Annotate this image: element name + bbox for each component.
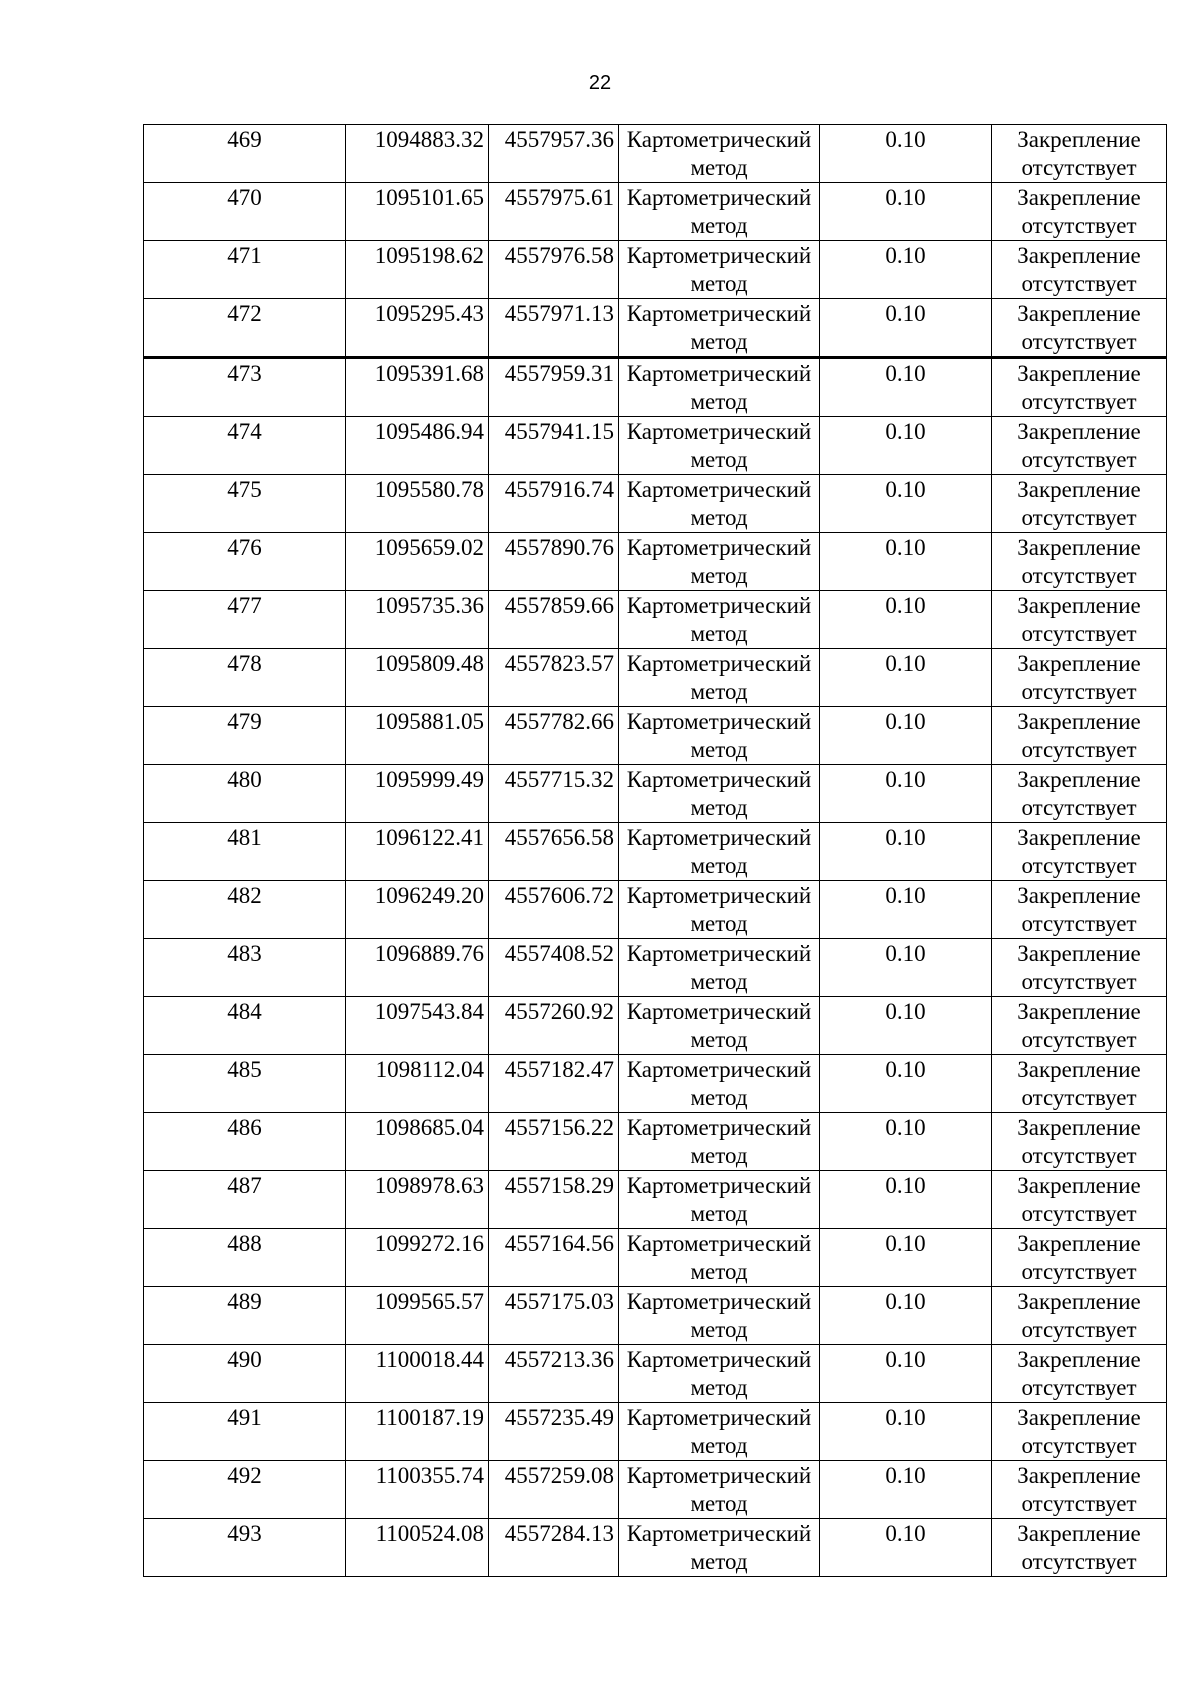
y-coordinate-cell: 4557959.31 bbox=[489, 358, 619, 417]
accuracy-cell: 0.10 bbox=[820, 649, 992, 707]
x-coordinate-cell: 1095101.65 bbox=[346, 183, 489, 241]
method-cell-line: метод bbox=[690, 1375, 748, 1400]
table-row bbox=[144, 997, 1167, 1055]
method-cell bbox=[619, 881, 820, 939]
point-number-cell: 481 bbox=[144, 823, 346, 881]
x-coordinate-cell: 1095809.48 bbox=[346, 649, 489, 707]
method-cell bbox=[619, 1519, 820, 1577]
fixing-cell-line: Закрепление bbox=[1017, 185, 1141, 210]
accuracy-cell: 0.10 bbox=[820, 183, 992, 241]
fixing-cell bbox=[992, 358, 1167, 417]
fixing-cell-line: отсутствует bbox=[1021, 213, 1137, 238]
fixing-cell-line: Закрепление bbox=[1017, 419, 1141, 444]
method-cell bbox=[619, 823, 820, 881]
method-cell-line: Картометрический bbox=[626, 301, 812, 326]
fixing-cell-line: Закрепление bbox=[1017, 1231, 1141, 1256]
method-cell bbox=[619, 417, 820, 475]
fixing-cell bbox=[992, 241, 1167, 299]
method-cell-line: метод bbox=[690, 1085, 748, 1110]
y-coordinate-cell: 4557260.92 bbox=[489, 997, 619, 1055]
method-cell-line: Картометрический bbox=[626, 1347, 812, 1372]
accuracy-cell: 0.10 bbox=[820, 591, 992, 649]
method-cell-line: Картометрический bbox=[626, 941, 812, 966]
table-row bbox=[144, 183, 1167, 241]
y-coordinate-cell: 4557782.66 bbox=[489, 707, 619, 765]
method-cell-line: метод bbox=[690, 679, 748, 704]
x-coordinate-cell: 1095295.43 bbox=[346, 299, 489, 358]
fixing-cell-line: Закрепление bbox=[1017, 709, 1141, 734]
y-coordinate-cell: 4557156.22 bbox=[489, 1113, 619, 1171]
y-coordinate-cell: 4557656.58 bbox=[489, 823, 619, 881]
fixing-cell-line: отсутствует bbox=[1021, 563, 1137, 588]
fixing-cell-line: отсутствует bbox=[1021, 1491, 1137, 1516]
fixing-cell bbox=[992, 765, 1167, 823]
point-number-cell: 485 bbox=[144, 1055, 346, 1113]
method-cell-line: метод bbox=[690, 969, 748, 994]
table-row bbox=[144, 299, 1167, 358]
table-row bbox=[144, 1287, 1167, 1345]
table-row bbox=[144, 649, 1167, 707]
fixing-cell-line: отсутствует bbox=[1021, 155, 1137, 180]
fixing-cell-line: отсутствует bbox=[1021, 1027, 1137, 1052]
fixing-cell bbox=[992, 475, 1167, 533]
table-row bbox=[144, 533, 1167, 591]
point-number-cell: 479 bbox=[144, 707, 346, 765]
y-coordinate-cell: 4557164.56 bbox=[489, 1229, 619, 1287]
fixing-cell-line: отсутствует bbox=[1021, 505, 1137, 530]
fixing-cell-line: отсутствует bbox=[1021, 1433, 1137, 1458]
fixing-cell bbox=[992, 881, 1167, 939]
fixing-cell-line: Закрепление bbox=[1017, 243, 1141, 268]
accuracy-cell: 0.10 bbox=[820, 707, 992, 765]
fixing-cell bbox=[992, 591, 1167, 649]
table-row bbox=[144, 1171, 1167, 1229]
accuracy-cell: 0.10 bbox=[820, 475, 992, 533]
point-number-cell: 480 bbox=[144, 765, 346, 823]
point-number-cell: 484 bbox=[144, 997, 346, 1055]
point-number-cell: 488 bbox=[144, 1229, 346, 1287]
accuracy-cell: 0.10 bbox=[820, 881, 992, 939]
method-cell-line: метод bbox=[690, 1201, 748, 1226]
y-coordinate-cell: 4557916.74 bbox=[489, 475, 619, 533]
accuracy-cell: 0.10 bbox=[820, 1345, 992, 1403]
point-number-cell: 490 bbox=[144, 1345, 346, 1403]
fixing-cell-line: Закрепление bbox=[1017, 1347, 1141, 1372]
x-coordinate-cell: 1097543.84 bbox=[346, 997, 489, 1055]
table-row bbox=[144, 823, 1167, 881]
point-number-cell: 483 bbox=[144, 939, 346, 997]
x-coordinate-cell: 1096249.20 bbox=[346, 881, 489, 939]
x-coordinate-cell: 1096122.41 bbox=[346, 823, 489, 881]
fixing-cell-line: отсутствует bbox=[1021, 795, 1137, 820]
point-number-cell: 482 bbox=[144, 881, 346, 939]
method-cell-line: Картометрический bbox=[626, 1405, 812, 1430]
fixing-cell-line: отсутствует bbox=[1021, 911, 1137, 936]
method-cell-line: Картометрический bbox=[626, 651, 812, 676]
method-cell bbox=[619, 241, 820, 299]
method-cell-line: Картометрический bbox=[626, 1521, 812, 1546]
page-number: 22 bbox=[588, 72, 612, 94]
y-coordinate-cell: 4557890.76 bbox=[489, 533, 619, 591]
fixing-cell bbox=[992, 125, 1167, 183]
table-row bbox=[144, 358, 1167, 417]
method-cell-line: Картометрический bbox=[626, 999, 812, 1024]
point-number-cell: 489 bbox=[144, 1287, 346, 1345]
method-cell bbox=[619, 125, 820, 183]
fixing-cell bbox=[992, 1287, 1167, 1345]
method-cell bbox=[619, 1171, 820, 1229]
method-cell-line: Картометрический bbox=[626, 185, 812, 210]
point-number-cell: 478 bbox=[144, 649, 346, 707]
x-coordinate-cell: 1099272.16 bbox=[346, 1229, 489, 1287]
fixing-cell-line: Закрепление bbox=[1017, 883, 1141, 908]
fixing-cell-line: Закрепление bbox=[1017, 301, 1141, 326]
table-row bbox=[144, 881, 1167, 939]
fixing-cell-line: Закрепление bbox=[1017, 941, 1141, 966]
method-cell bbox=[619, 591, 820, 649]
method-cell-line: метод bbox=[690, 1259, 748, 1284]
method-cell bbox=[619, 707, 820, 765]
method-cell bbox=[619, 1345, 820, 1403]
accuracy-cell: 0.10 bbox=[820, 125, 992, 183]
fixing-cell-line: отсутствует bbox=[1021, 1085, 1137, 1110]
method-cell-line: метод bbox=[690, 1143, 748, 1168]
table-row bbox=[144, 1229, 1167, 1287]
method-cell bbox=[619, 1229, 820, 1287]
method-cell-line: метод bbox=[690, 563, 748, 588]
accuracy-cell: 0.10 bbox=[820, 1113, 992, 1171]
x-coordinate-cell: 1099565.57 bbox=[346, 1287, 489, 1345]
method-cell-line: метод bbox=[690, 1317, 748, 1342]
fixing-cell-line: Закрепление bbox=[1017, 1289, 1141, 1314]
table-row bbox=[144, 125, 1167, 183]
y-coordinate-cell: 4557259.08 bbox=[489, 1461, 619, 1519]
y-coordinate-cell: 4557976.58 bbox=[489, 241, 619, 299]
fixing-cell-line: Закрепление bbox=[1017, 477, 1141, 502]
method-cell bbox=[619, 358, 820, 417]
method-cell-line: Картометрический bbox=[626, 477, 812, 502]
method-cell-line: метод bbox=[690, 795, 748, 820]
x-coordinate-cell: 1095486.94 bbox=[346, 417, 489, 475]
fixing-cell-line: отсутствует bbox=[1021, 621, 1137, 646]
y-coordinate-cell: 4557213.36 bbox=[489, 1345, 619, 1403]
method-cell-line: Картометрический bbox=[626, 593, 812, 618]
point-number-cell: 470 bbox=[144, 183, 346, 241]
fixing-cell bbox=[992, 939, 1167, 997]
accuracy-cell: 0.10 bbox=[820, 358, 992, 417]
table-row bbox=[144, 1519, 1167, 1577]
y-coordinate-cell: 4557823.57 bbox=[489, 649, 619, 707]
table-row bbox=[144, 1055, 1167, 1113]
method-cell bbox=[619, 475, 820, 533]
table-row bbox=[144, 417, 1167, 475]
method-cell-line: Картометрический bbox=[626, 1231, 812, 1256]
method-cell-line: метод bbox=[690, 389, 748, 414]
method-cell-line: Картометрический bbox=[626, 1115, 812, 1140]
fixing-cell bbox=[992, 417, 1167, 475]
x-coordinate-cell: 1095391.68 bbox=[346, 358, 489, 417]
fixing-cell-line: отсутствует bbox=[1021, 1143, 1137, 1168]
fixing-cell-line: отсутствует bbox=[1021, 1201, 1137, 1226]
method-cell bbox=[619, 1403, 820, 1461]
method-cell-line: Картометрический bbox=[626, 535, 812, 560]
accuracy-cell: 0.10 bbox=[820, 939, 992, 997]
fixing-cell bbox=[992, 997, 1167, 1055]
method-cell bbox=[619, 1055, 820, 1113]
method-cell bbox=[619, 183, 820, 241]
fixing-cell bbox=[992, 1345, 1167, 1403]
y-coordinate-cell: 4557284.13 bbox=[489, 1519, 619, 1577]
accuracy-cell: 0.10 bbox=[820, 1171, 992, 1229]
x-coordinate-cell: 1100355.74 bbox=[346, 1461, 489, 1519]
fixing-cell-line: отсутствует bbox=[1021, 329, 1137, 354]
x-coordinate-cell: 1095999.49 bbox=[346, 765, 489, 823]
fixing-cell-line: отсутствует bbox=[1021, 447, 1137, 472]
accuracy-cell: 0.10 bbox=[820, 1287, 992, 1345]
fixing-cell-line: отсутствует bbox=[1021, 1317, 1137, 1342]
fixing-cell-line: Закрепление bbox=[1017, 1463, 1141, 1488]
table-row bbox=[144, 241, 1167, 299]
point-number-cell: 471 bbox=[144, 241, 346, 299]
fixing-cell bbox=[992, 183, 1167, 241]
x-coordinate-cell: 1095580.78 bbox=[346, 475, 489, 533]
accuracy-cell: 0.10 bbox=[820, 1229, 992, 1287]
coordinates-table-body bbox=[144, 125, 1167, 1577]
y-coordinate-cell: 4557182.47 bbox=[489, 1055, 619, 1113]
point-number-cell: 491 bbox=[144, 1403, 346, 1461]
table-row bbox=[144, 591, 1167, 649]
method-cell-line: метод bbox=[690, 621, 748, 646]
point-number-cell: 492 bbox=[144, 1461, 346, 1519]
method-cell-line: метод bbox=[690, 737, 748, 762]
method-cell bbox=[619, 1287, 820, 1345]
fixing-cell-line: отсутствует bbox=[1021, 1259, 1137, 1284]
fixing-cell-line: Закрепление bbox=[1017, 1405, 1141, 1430]
accuracy-cell: 0.10 bbox=[820, 241, 992, 299]
method-cell-line: Картометрический bbox=[626, 1057, 812, 1082]
point-number-cell: 476 bbox=[144, 533, 346, 591]
point-number-cell: 487 bbox=[144, 1171, 346, 1229]
x-coordinate-cell: 1098112.04 bbox=[346, 1055, 489, 1113]
accuracy-cell: 0.10 bbox=[820, 765, 992, 823]
y-coordinate-cell: 4557606.72 bbox=[489, 881, 619, 939]
method-cell-line: Картометрический bbox=[626, 883, 812, 908]
x-coordinate-cell: 1095881.05 bbox=[346, 707, 489, 765]
method-cell-line: метод bbox=[690, 155, 748, 180]
method-cell-line: Картометрический bbox=[626, 243, 812, 268]
method-cell-line: метод bbox=[690, 447, 748, 472]
point-number-cell: 469 bbox=[144, 125, 346, 183]
fixing-cell-line: Закрепление bbox=[1017, 651, 1141, 676]
table-row bbox=[144, 1403, 1167, 1461]
method-cell-line: Картометрический bbox=[626, 709, 812, 734]
fixing-cell-line: отсутствует bbox=[1021, 1549, 1137, 1574]
y-coordinate-cell: 4557408.52 bbox=[489, 939, 619, 997]
method-cell-line: Картометрический bbox=[626, 825, 812, 850]
method-cell-line: метод bbox=[690, 1491, 748, 1516]
y-coordinate-cell: 4557971.13 bbox=[489, 299, 619, 358]
method-cell-line: Картометрический bbox=[626, 1289, 812, 1314]
fixing-cell bbox=[992, 299, 1167, 358]
fixing-cell-line: Закрепление bbox=[1017, 1521, 1141, 1546]
method-cell-line: Картометрический bbox=[626, 1173, 812, 1198]
fixing-cell bbox=[992, 533, 1167, 591]
table-row bbox=[144, 765, 1167, 823]
method-cell-line: метод bbox=[690, 329, 748, 354]
table-row bbox=[144, 1345, 1167, 1403]
method-cell bbox=[619, 649, 820, 707]
fixing-cell-line: Закрепление bbox=[1017, 825, 1141, 850]
method-cell-line: метод bbox=[690, 271, 748, 296]
fixing-cell-line: Закрепление bbox=[1017, 1057, 1141, 1082]
x-coordinate-cell: 1098978.63 bbox=[346, 1171, 489, 1229]
point-number-cell: 474 bbox=[144, 417, 346, 475]
fixing-cell-line: отсутствует bbox=[1021, 679, 1137, 704]
method-cell bbox=[619, 299, 820, 358]
accuracy-cell: 0.10 bbox=[820, 417, 992, 475]
x-coordinate-cell: 1100187.19 bbox=[346, 1403, 489, 1461]
method-cell-line: Картометрический bbox=[626, 419, 812, 444]
accuracy-cell: 0.10 bbox=[820, 997, 992, 1055]
point-number-cell: 472 bbox=[144, 299, 346, 358]
fixing-cell bbox=[992, 707, 1167, 765]
fixing-cell-line: Закрепление bbox=[1017, 593, 1141, 618]
fixing-cell-line: отсутствует bbox=[1021, 389, 1137, 414]
table-row bbox=[144, 475, 1167, 533]
accuracy-cell: 0.10 bbox=[820, 1519, 992, 1577]
method-cell-line: метод bbox=[690, 213, 748, 238]
fixing-cell-line: Закрепление bbox=[1017, 535, 1141, 560]
fixing-cell-line: Закрепление bbox=[1017, 127, 1141, 152]
accuracy-cell: 0.10 bbox=[820, 1055, 992, 1113]
method-cell-line: метод bbox=[690, 911, 748, 936]
y-coordinate-cell: 4557175.03 bbox=[489, 1287, 619, 1345]
accuracy-cell: 0.10 bbox=[820, 299, 992, 358]
x-coordinate-cell: 1095198.62 bbox=[346, 241, 489, 299]
point-number-cell: 486 bbox=[144, 1113, 346, 1171]
accuracy-cell: 0.10 bbox=[820, 1403, 992, 1461]
method-cell-line: метод bbox=[690, 1027, 748, 1052]
x-coordinate-cell: 1096889.76 bbox=[346, 939, 489, 997]
table-row bbox=[144, 1461, 1167, 1519]
method-cell bbox=[619, 533, 820, 591]
method-cell bbox=[619, 1461, 820, 1519]
fixing-cell bbox=[992, 1171, 1167, 1229]
x-coordinate-cell: 1100524.08 bbox=[346, 1519, 489, 1577]
y-coordinate-cell: 4557715.32 bbox=[489, 765, 619, 823]
fixing-cell-line: Закрепление bbox=[1017, 767, 1141, 792]
fixing-cell bbox=[992, 823, 1167, 881]
fixing-cell-line: Закрепление bbox=[1017, 361, 1141, 386]
method-cell-line: метод bbox=[690, 1433, 748, 1458]
x-coordinate-cell: 1098685.04 bbox=[346, 1113, 489, 1171]
table-row bbox=[144, 707, 1167, 765]
y-coordinate-cell: 4557158.29 bbox=[489, 1171, 619, 1229]
fixing-cell bbox=[992, 1055, 1167, 1113]
fixing-cell bbox=[992, 1403, 1167, 1461]
method-cell-line: Картометрический bbox=[626, 127, 812, 152]
fixing-cell-line: Закрепление bbox=[1017, 1115, 1141, 1140]
point-number-cell: 493 bbox=[144, 1519, 346, 1577]
y-coordinate-cell: 4557859.66 bbox=[489, 591, 619, 649]
y-coordinate-cell: 4557957.36 bbox=[489, 125, 619, 183]
table-row bbox=[144, 939, 1167, 997]
point-number-cell: 477 bbox=[144, 591, 346, 649]
method-cell-line: Картометрический bbox=[626, 767, 812, 792]
method-cell bbox=[619, 765, 820, 823]
x-coordinate-cell: 1095735.36 bbox=[346, 591, 489, 649]
x-coordinate-cell: 1095659.02 bbox=[346, 533, 489, 591]
y-coordinate-cell: 4557235.49 bbox=[489, 1403, 619, 1461]
fixing-cell-line: отсутствует bbox=[1021, 969, 1137, 994]
accuracy-cell: 0.10 bbox=[820, 533, 992, 591]
method-cell-line: метод bbox=[690, 853, 748, 878]
accuracy-cell: 0.10 bbox=[820, 823, 992, 881]
coordinates-table bbox=[143, 124, 1167, 1577]
point-number-cell: 473 bbox=[144, 358, 346, 417]
fixing-cell bbox=[992, 1519, 1167, 1577]
fixing-cell-line: Закрепление bbox=[1017, 1173, 1141, 1198]
table-row bbox=[144, 1113, 1167, 1171]
fixing-cell-line: отсутствует bbox=[1021, 737, 1137, 762]
fixing-cell bbox=[992, 649, 1167, 707]
fixing-cell-line: отсутствует bbox=[1021, 853, 1137, 878]
method-cell bbox=[619, 1113, 820, 1171]
method-cell-line: метод bbox=[690, 505, 748, 530]
fixing-cell bbox=[992, 1461, 1167, 1519]
y-coordinate-cell: 4557975.61 bbox=[489, 183, 619, 241]
x-coordinate-cell: 1100018.44 bbox=[346, 1345, 489, 1403]
x-coordinate-cell: 1094883.32 bbox=[346, 125, 489, 183]
method-cell bbox=[619, 997, 820, 1055]
fixing-cell bbox=[992, 1229, 1167, 1287]
y-coordinate-cell: 4557941.15 bbox=[489, 417, 619, 475]
method-cell bbox=[619, 939, 820, 997]
method-cell-line: Картометрический bbox=[626, 361, 812, 386]
fixing-cell-line: Закрепление bbox=[1017, 999, 1141, 1024]
point-number-cell: 475 bbox=[144, 475, 346, 533]
accuracy-cell: 0.10 bbox=[820, 1461, 992, 1519]
fixing-cell-line: отсутствует bbox=[1021, 1375, 1137, 1400]
method-cell-line: Картометрический bbox=[626, 1463, 812, 1488]
fixing-cell bbox=[992, 1113, 1167, 1171]
fixing-cell-line: отсутствует bbox=[1021, 271, 1137, 296]
method-cell-line: метод bbox=[690, 1549, 748, 1574]
